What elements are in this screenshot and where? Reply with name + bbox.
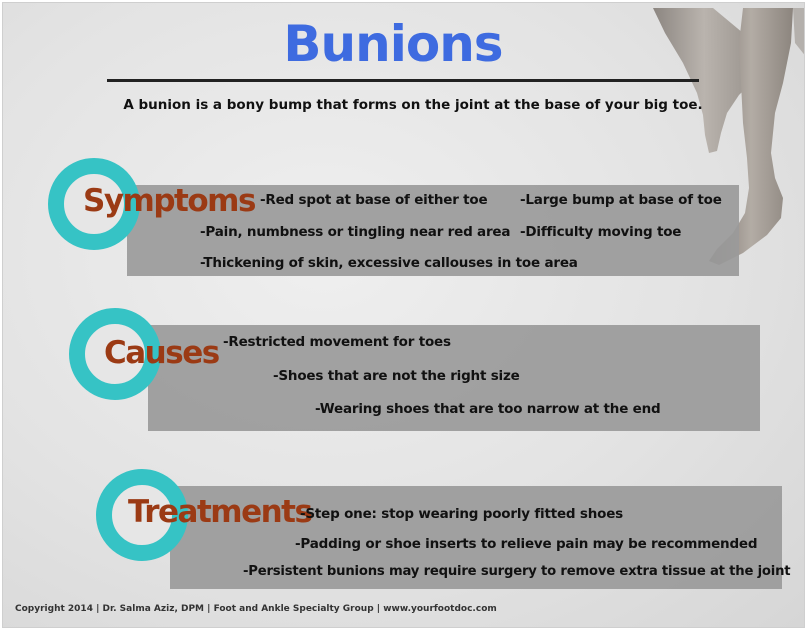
- symptom-item: -Red spot at base of either toe: [260, 192, 488, 208]
- treatment-item: -Persistent bunions may require surgery to remove extra tissue at the joint: [243, 564, 791, 579]
- cause-item: -Restricted movement for toes: [223, 334, 451, 350]
- symptom-item: -Difficulty moving toe: [520, 224, 682, 240]
- cause-item: -Shoes that are not the right size: [273, 368, 520, 384]
- copyright-footer: Copyright 2014 | Dr. Salma Aziz, DPM | Foot and Ankle Specialty Group | www.yourfootdoc.com: [15, 604, 497, 614]
- symptom-item: -Large bump at base of toe: [520, 192, 722, 208]
- subtitle: A bunion is a bony bump that forms on the joint at the base of your big toe.: [123, 97, 703, 113]
- symptom-item: -Pain, numbness or tingling near red area: [200, 224, 511, 240]
- causes-heading: Causes: [104, 335, 219, 371]
- treatment-item: -Padding or shoe inserts to relieve pain may be recommended: [295, 536, 758, 552]
- treatments-heading: Treatments: [128, 494, 312, 530]
- infographic: [2, 2, 805, 628]
- symptom-item: -Thickening of skin, excessive callouses in toe area: [200, 255, 578, 271]
- cause-item: -Wearing shoes that are too narrow at the end: [315, 401, 661, 417]
- page-title: Bunions: [283, 15, 503, 73]
- symptoms-heading: Symptoms: [83, 183, 255, 219]
- treatment-item: -Step one: stop wearing poorly fitted shoes: [300, 506, 624, 522]
- title-divider: [107, 79, 699, 82]
